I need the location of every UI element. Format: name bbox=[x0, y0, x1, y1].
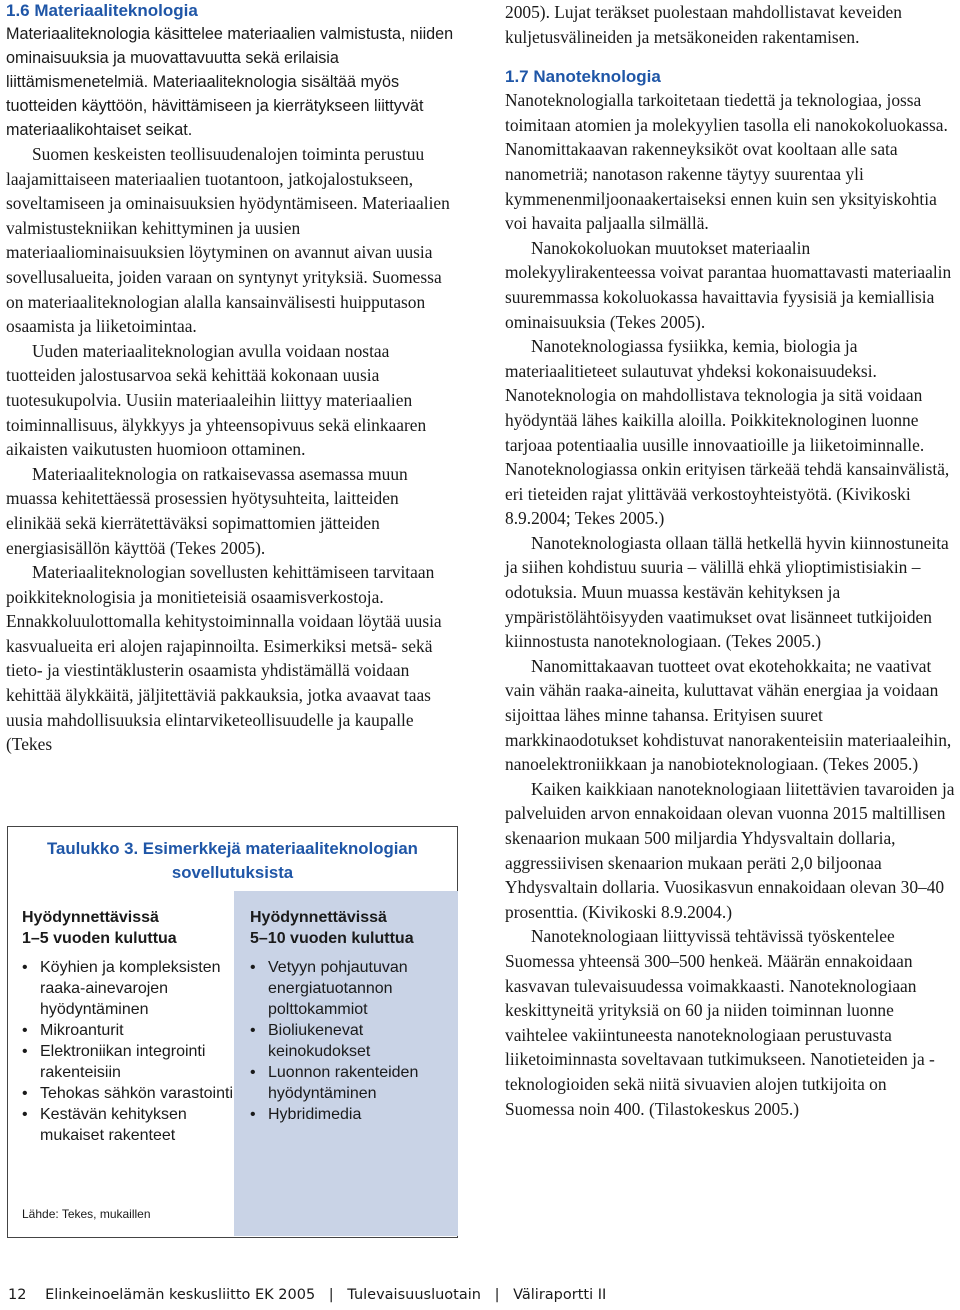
list-item-text: Bioliukenevat keinokudokset bbox=[268, 1022, 371, 1060]
body-paragraph: Nanoteknologiaan liittyvissä tehtävissä työskentelee Suomessa yhteensä 300–500 henkeä. Määrän ennakoidaan kasvavan tulevaisuudessa voimakkaasti. Nanoteknologiaan keskittyneitä yrityksiä on 60 ja niiden toiminnan luonne vaihtelee vakiintuneesta nanoteknologiaan perustuvasta liiketoiminnasta soveltavaan tutkimukseen. Nanotieteiden ja -teknologioiden sekä niitä sivuavien alojen tutkijoita on Suomessa noin 400. (Tilastokeskus 2005.) bbox=[505, 926, 935, 1119]
page-footer bbox=[8, 1287, 606, 1303]
left-column bbox=[6, 0, 454, 757]
column-heading-line: Hyödynnettävissä bbox=[250, 909, 387, 926]
application-list bbox=[22, 957, 234, 1146]
list-item-text: Elektroniikan integrointi rakenteisiin bbox=[40, 1043, 206, 1081]
table-box bbox=[7, 826, 458, 1238]
column-heading-line: 5–10 vuoden kuluttua bbox=[250, 930, 414, 947]
bullet-icon: • bbox=[22, 959, 28, 976]
list-item bbox=[22, 1020, 234, 1041]
footer-separator: | bbox=[328, 1287, 334, 1303]
footer-title: Tulevaisuusluotain bbox=[347, 1287, 481, 1303]
bullet-icon: • bbox=[22, 1043, 28, 1060]
list-item bbox=[22, 957, 234, 1020]
list-item-text: Vetyyn pohjautuvan energiatuotannon polttokammiot bbox=[268, 959, 408, 1018]
body-paragraph: Nanoteknologiassa fysiikka, kemia, biologia ja materiaalitieteet sulautuvat yhdeksi kokonaisuudeksi. Nanoteknologia on mahdollistava teknologia ja sitä voidaan hyödyntää lähes kaikilla aloilla. Poikkiteknologinen luonne tarjoaa potentiaalia uusille innovaatioille ja liiketoiminnalle. Nanoteknologiassa onkin erityisen tärkeää tehdä kansainvälistä, eri tieteiden rajat ylittävää verkostoyhteistyötä. (Kivikoski 8.9.2004; Tekes 2005.) bbox=[505, 336, 950, 529]
page-number: 12 bbox=[8, 1287, 27, 1303]
list-item bbox=[22, 1041, 234, 1083]
list-item bbox=[22, 1083, 234, 1104]
bullet-icon: • bbox=[22, 1085, 28, 1102]
body-paragraph: Nanomittakaavan tuotteet ovat ekotehokkaita; ne vaativat vain vähän raaka-aineita, kuluttavat vähän energiaa ja voidaan sijoittaa lähes minne tahansa. Erityisen suuret markkinaodotukset kohdistuvat nanorakenteisiin materiaaleihin, nanoelektroniikkaan ja nanobioteknologiaan. (Tekes 2005.) bbox=[505, 655, 952, 775]
section-heading: 1.6 Materiaaliteknologia bbox=[6, 1, 198, 20]
footer-part: Väliraportti II bbox=[513, 1287, 607, 1303]
column-heading bbox=[22, 907, 234, 949]
bullet-icon: • bbox=[250, 959, 256, 976]
table-title-line: sovellutuksista bbox=[171, 863, 294, 882]
table-title bbox=[8, 837, 457, 885]
footer-org: Elinkeinoelämän keskusliitto EK 2005 bbox=[45, 1287, 316, 1303]
table-source: Lähde: Tekes, mukaillen bbox=[22, 1207, 151, 1221]
body-paragraph: Materiaaliteknologian sovellusten kehittämiseen tarvitaan poikkiteknologisia ja monitieteisiä osaamisverkostoja. Ennakkoluulottomalla kehitystoiminnalla voidaan löytää uusia kasvualueita eri alojen rajapinnoilta. Esimerkiksi metsä- sekä tieto- ja viestintäklusterin osaamista yhdistämällä voidaan kehittää älykkäitä, jäljitettäviä pakkauksia, jotka avaavat taas uusia mahdollisuuksia elintarviketeollisuudelle ja kaupalle (Tekes bbox=[6, 562, 442, 755]
section-intro: Nanoteknologialla tarkoitetaan tiedettä ja teknologiaa, jossa toimitaan atomien ja molekyylien tasolla eli nanokokoluokassa. Nanomittakaavan rakenneyksiköt ovat kooltaan alle sata nanometriä; nanotason rakenne täytyy suurentaa yli kymmenenmiljoonaakertaiseksi ennen kuin sen yksityiskohtia voi havaita paljaalla silmällä. bbox=[505, 90, 948, 234]
bullet-icon: • bbox=[250, 1106, 256, 1123]
right-column bbox=[505, 0, 957, 1121]
list-item-text: Luonnon rakenteiden hyödyntäminen bbox=[268, 1064, 419, 1102]
list-item bbox=[22, 1104, 234, 1146]
bullet-icon: • bbox=[22, 1106, 28, 1123]
section-heading: 1.7 Nanoteknologia bbox=[505, 67, 661, 87]
table-title-line: Taulukko 3. Esimerkkejä materiaaliteknologian bbox=[47, 839, 418, 858]
section-materiaaliteknologia bbox=[6, 0, 454, 757]
list-item bbox=[250, 1062, 458, 1104]
body-paragraph: Uuden materiaaliteknologian avulla voidaan nostaa tuotteiden jalostusarvoa sekä kehittää kokonaan uusia tuotesukupolvia. Uusiin materiaaleihin liittyy materiaalien toiminnallisuus, älykkyys ja yhteensopivuus sekä elinkaaren aikaisten vaikutusten huomioon ottaminen. bbox=[6, 340, 427, 460]
list-item-text: Köyhien ja kompleksisten raaka-ainevarojen hyödyntäminen bbox=[40, 959, 221, 1018]
footer-separator: | bbox=[494, 1287, 500, 1303]
body-paragraph: Nanoteknologiasta ollaan tällä hetkellä hyvin kiinnostuneita ja siihen kohdistuu suuria – välillä ehkä ylioptimistisiakin – odotuksia. Muun muassa kestävän kehityksen ja ympäristölähtöisyyden vaatimukset ovat lisänneet tutkijoiden kiinnostusta nanoteknologiaan. (Tekes 2005.) bbox=[505, 532, 949, 652]
list-item-text: Tehokas sähkön varastointi bbox=[40, 1085, 233, 1102]
list-item bbox=[250, 1104, 458, 1125]
application-list bbox=[250, 957, 458, 1125]
body-paragraph: Nanokokoluokan muutokset materiaalin molekyylirakenteessa voivat parantaa huomattavasti materiaalin suuremmassa kokoluokassa havaittavia fyysisiä ja kemiallisia ominaisuuksia (Tekes 2005). bbox=[505, 237, 952, 332]
table-column-short-term bbox=[22, 907, 234, 1146]
section-intro: Materiaaliteknologia käsittelee materiaalien valmistusta, niiden ominaisuuksia ja muovattavuutta sekä erilaisia liittämismenetelmiä. Materiaaliteknologia sisältää myös tuotteiden käyttöön, hävittämiseen ja kierrätykseen liittyvät materiaalikohtaiset seikat. bbox=[6, 25, 454, 139]
body-paragraph: Kaiken kaikkiaan nanoteknologiaan liitettävien tavaroiden ja palveluiden arvon ennakoidaan olevan vuonna 2015 maltillisen skenaarion mukaan 500 miljardia Yhdysvaltain dollaria, aggressiivisen skenaarion mukaan peräti 2,0 biljoonaa Yhdysvaltain dollaria. Vuosikasvun ennakoidaan olevan 30–40 prosenttia. (Kivikoski 8.9.2004.) bbox=[505, 778, 955, 922]
column-heading-line: Hyödynnettävissä bbox=[22, 909, 159, 926]
table-column-long-term bbox=[234, 891, 458, 1236]
list-item bbox=[250, 1020, 458, 1062]
list-item-text: Kestävän kehityksen mukaiset rakenteet bbox=[40, 1106, 187, 1144]
bullet-icon: • bbox=[250, 1064, 256, 1081]
section-nanoteknologia bbox=[505, 66, 957, 1121]
list-item-text: Mikroanturit bbox=[40, 1022, 124, 1039]
list-item-text: Hybridimedia bbox=[268, 1106, 362, 1123]
column-heading bbox=[250, 907, 458, 949]
list-item bbox=[250, 957, 458, 1020]
column-heading-line: 1–5 vuoden kuluttua bbox=[22, 930, 177, 947]
bullet-icon: • bbox=[250, 1022, 256, 1039]
bullet-icon: • bbox=[22, 1022, 28, 1039]
continued-paragraph: 2005). Lujat teräkset puolestaan mahdollistavat keveiden kuljetusvälineiden ja metsäkoneiden rakentamisen. bbox=[505, 2, 902, 47]
body-paragraph: Suomen keskeisten teollisuudenalojen toiminta perustuu laajamittaiseen materiaalien tuotantoon, jatkojalostukseen, soveltamiseen ja ominaisuuksien hyödyntämiseen. Materiaalien valmistustekniikan kehittyminen ja uusien materiaaliominaisuuksien löytyminen on avannut aivan uusia sovellusalueita, joiden varaan on syntynyt yrityksiä. Suomessa on materiaaliteknologian alalla kansainvälisesti huipputason osaamista ja liiketoimintaa. bbox=[6, 144, 450, 337]
body-paragraph: Materiaaliteknologia on ratkaisevassa asemassa muun muassa kehitettäessä prosessien hyötysuhteita, laitteiden elinikää sekä kierrätettäväksi sopimattomien jätteiden energiasisällön käyttöä (Tekes 2005). bbox=[6, 463, 408, 558]
